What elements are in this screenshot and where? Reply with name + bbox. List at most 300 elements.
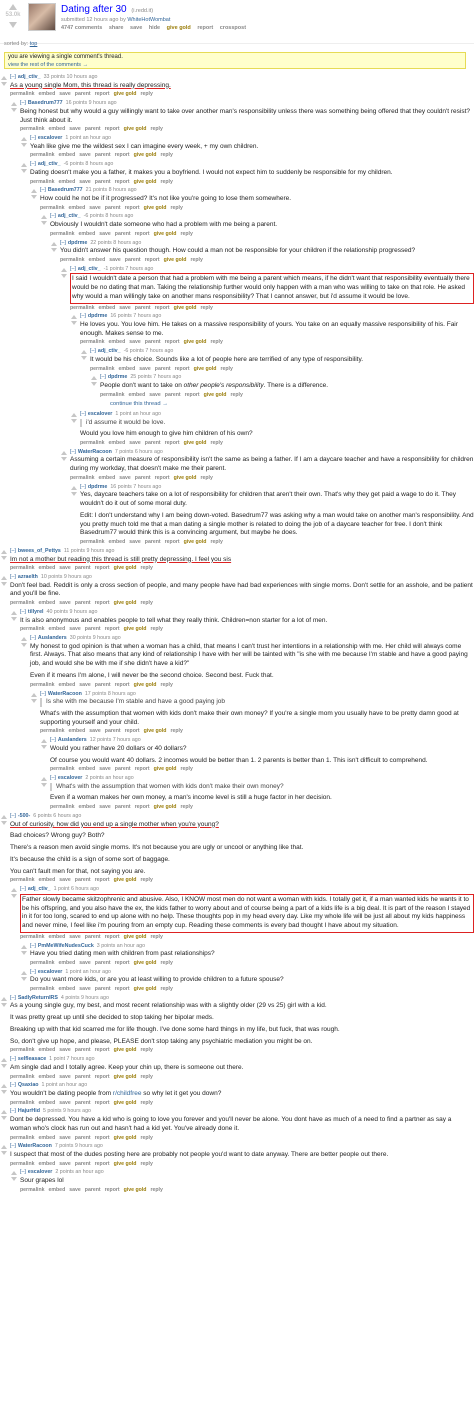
report-link[interactable]: report: [94, 1047, 110, 1054]
comment-author[interactable]: bwees_of_Pettys: [17, 547, 61, 554]
report-link[interactable]: report: [114, 986, 130, 993]
report-link[interactable]: report: [104, 626, 120, 633]
parent-link[interactable]: parent: [114, 230, 131, 237]
collapse-toggle[interactable]: [–]: [10, 74, 16, 80]
comment-author[interactable]: Basedrum777: [47, 187, 83, 194]
parent-link[interactable]: parent: [124, 256, 141, 263]
parent-link[interactable]: parent: [84, 126, 101, 133]
comment-author[interactable]: WaterRacoon: [77, 448, 112, 455]
upvote-icon[interactable]: [11, 1171, 17, 1175]
upvote-icon[interactable]: [31, 693, 37, 697]
view-rest-link[interactable]: view the rest of the comments →: [8, 61, 89, 68]
embed-link[interactable]: embed: [48, 933, 66, 940]
upvote-icon[interactable]: [1, 997, 7, 1001]
crosspost-link[interactable]: crosspost: [219, 25, 247, 32]
give-gold-link[interactable]: give gold: [153, 766, 177, 773]
comment-author[interactable]: dpdrme: [107, 374, 128, 381]
collapse-toggle[interactable]: [–]: [10, 812, 16, 819]
permalink-link[interactable]: permalink: [30, 986, 55, 993]
comment-author[interactable]: adj_ctiv_: [27, 886, 51, 893]
embed-link[interactable]: embed: [38, 565, 56, 572]
save-link[interactable]: save: [109, 256, 121, 263]
embed-link[interactable]: embed: [78, 230, 96, 237]
collapse-toggle[interactable]: [–]: [50, 775, 56, 782]
parent-link[interactable]: parent: [74, 1047, 91, 1054]
upvote-icon[interactable]: [21, 971, 27, 975]
collapse-toggle[interactable]: [–]: [60, 239, 66, 246]
downvote-icon[interactable]: [21, 143, 27, 147]
downvote-icon[interactable]: [71, 321, 77, 325]
save-link[interactable]: save: [59, 1099, 71, 1106]
subreddit-link[interactable]: r/childfree: [112, 1089, 142, 1097]
downvote-icon[interactable]: [11, 1177, 17, 1181]
report-link[interactable]: report: [114, 959, 130, 966]
upvote-icon[interactable]: [71, 486, 77, 490]
comment-author[interactable]: Auslanders: [57, 737, 87, 744]
permalink-link[interactable]: permalink: [20, 1186, 45, 1193]
reply-link[interactable]: reply: [170, 204, 183, 211]
collapse-toggle[interactable]: [–]: [10, 1082, 16, 1089]
reply-link[interactable]: reply: [160, 178, 173, 185]
upvote-icon[interactable]: [1, 1110, 7, 1114]
permalink-link[interactable]: permalink: [10, 1134, 35, 1141]
downvote-icon[interactable]: [71, 492, 77, 496]
downvote-icon[interactable]: [91, 382, 97, 386]
parent-link[interactable]: parent: [84, 1186, 101, 1193]
collapse-toggle[interactable]: [–]: [90, 348, 96, 355]
reply-link[interactable]: reply: [200, 304, 213, 311]
embed-link[interactable]: embed: [58, 681, 76, 688]
permalink-link[interactable]: permalink: [50, 804, 75, 811]
give-gold-link[interactable]: give gold: [173, 304, 197, 311]
comment-author[interactable]: WaterRacoon: [47, 690, 82, 697]
report-link[interactable]: report: [104, 1186, 120, 1193]
parent-link[interactable]: parent: [144, 440, 161, 447]
give-gold-link[interactable]: give gold: [123, 626, 147, 633]
downvote-icon[interactable]: [61, 274, 67, 278]
reply-link[interactable]: reply: [140, 1134, 153, 1141]
permalink-link[interactable]: permalink: [10, 1047, 35, 1054]
save-link[interactable]: save: [79, 681, 91, 688]
collapse-toggle[interactable]: [–]: [20, 608, 26, 615]
collapse-toggle[interactable]: [–]: [10, 547, 16, 554]
reply-link[interactable]: reply: [180, 230, 193, 237]
reply-link[interactable]: reply: [140, 1073, 153, 1080]
give-gold-link[interactable]: give gold: [123, 126, 147, 133]
reply-link[interactable]: reply: [200, 475, 213, 481]
comment-author[interactable]: selfleasace: [17, 1056, 47, 1063]
post-author[interactable]: WhiteHotWombat: [127, 17, 171, 23]
give-gold-link[interactable]: give gold: [133, 986, 157, 993]
upvote-icon[interactable]: [21, 163, 27, 167]
reply-link[interactable]: reply: [210, 339, 223, 346]
collapse-toggle[interactable]: [–]: [10, 574, 16, 581]
report-link[interactable]: report: [94, 91, 110, 98]
post-title[interactable]: Dating after 30: [61, 4, 127, 15]
save-link[interactable]: save: [59, 1160, 71, 1167]
reply-link[interactable]: reply: [180, 766, 193, 773]
downvote-icon[interactable]: [21, 643, 27, 647]
save-link[interactable]: save: [119, 304, 131, 311]
upvote-icon[interactable]: [31, 189, 37, 193]
collapse-toggle[interactable]: [–]: [30, 635, 36, 642]
upvote-icon[interactable]: [1, 1145, 7, 1149]
give-gold-link[interactable]: give gold: [143, 728, 167, 735]
reply-link[interactable]: reply: [140, 600, 153, 607]
comments-link[interactable]: 4747 comments: [61, 25, 103, 32]
parent-link[interactable]: parent: [134, 475, 151, 481]
comment-author[interactable]: adj_ctiv_: [17, 74, 41, 80]
embed-link[interactable]: embed: [108, 539, 126, 546]
downvote-icon[interactable]: [1, 1090, 7, 1094]
embed-link[interactable]: embed: [48, 1186, 66, 1193]
comment-author[interactable]: escalover: [37, 968, 63, 975]
parent-link[interactable]: parent: [84, 933, 101, 940]
upvote-icon[interactable]: [1, 1084, 7, 1088]
parent-link[interactable]: parent: [144, 339, 161, 346]
permalink-link[interactable]: permalink: [100, 391, 125, 398]
comment-author[interactable]: adj_ctiv_: [97, 348, 121, 355]
parent-link[interactable]: parent: [84, 626, 101, 633]
comment-author[interactable]: PmMeWifeNudesCuck: [37, 942, 94, 949]
downvote-icon[interactable]: [41, 221, 47, 225]
save-link[interactable]: save: [129, 539, 141, 546]
save-link[interactable]: save: [59, 600, 71, 607]
comment-author[interactable]: Auslanders: [37, 635, 67, 642]
hide-link[interactable]: hide: [148, 25, 161, 32]
give-gold-link[interactable]: give gold: [133, 152, 157, 159]
collapse-toggle[interactable]: [–]: [30, 942, 36, 949]
report-link[interactable]: report: [94, 1099, 110, 1106]
report-link[interactable]: report: [197, 25, 214, 32]
parent-link[interactable]: parent: [74, 1134, 91, 1141]
upvote-icon[interactable]: [11, 102, 17, 106]
embed-link[interactable]: embed: [38, 600, 56, 607]
permalink-link[interactable]: permalink: [50, 230, 75, 237]
downvote-icon[interactable]: [61, 457, 67, 461]
collapse-toggle[interactable]: [–]: [70, 448, 76, 455]
embed-link[interactable]: embed: [68, 728, 86, 735]
embed-link[interactable]: embed: [58, 152, 76, 159]
give-gold-link[interactable]: give gold: [133, 959, 157, 966]
collapse-toggle[interactable]: [–]: [80, 313, 86, 320]
embed-link[interactable]: embed: [78, 804, 96, 811]
comment-author[interactable]: tillyrel: [27, 608, 44, 615]
save-link[interactable]: save: [99, 230, 111, 237]
reply-link[interactable]: reply: [210, 440, 223, 447]
give-gold-link[interactable]: give gold: [183, 339, 207, 346]
parent-link[interactable]: parent: [74, 91, 91, 98]
comment-author[interactable]: Basedrum777: [27, 100, 63, 107]
upvote-icon[interactable]: [1, 815, 7, 819]
reply-link[interactable]: reply: [140, 1160, 153, 1167]
give-gold-link[interactable]: give gold: [153, 804, 177, 811]
give-gold-link[interactable]: give gold: [123, 1186, 147, 1193]
permalink-link[interactable]: permalink: [60, 256, 85, 263]
embed-link[interactable]: embed: [38, 91, 56, 98]
upvote-icon[interactable]: [41, 739, 47, 743]
reply-link[interactable]: reply: [210, 539, 223, 546]
downvote-icon[interactable]: [1, 556, 7, 560]
permalink-link[interactable]: permalink: [10, 91, 35, 98]
save-link[interactable]: save: [59, 1073, 71, 1080]
save-link[interactable]: save: [149, 391, 161, 398]
upvote-icon[interactable]: [11, 611, 17, 615]
collapse-toggle[interactable]: [–]: [20, 886, 26, 893]
downvote-icon[interactable]: [21, 977, 27, 981]
embed-link[interactable]: embed: [58, 959, 76, 966]
embed-link[interactable]: embed: [128, 391, 146, 398]
post-thumbnail[interactable]: [28, 3, 56, 31]
save-link[interactable]: save: [79, 959, 91, 966]
collapse-toggle[interactable]: [–]: [10, 1108, 16, 1115]
save-link[interactable]: save: [99, 766, 111, 773]
permalink-link[interactable]: permalink: [50, 766, 75, 773]
downvote-icon[interactable]: [1, 821, 7, 825]
collapse-toggle[interactable]: [–]: [80, 483, 86, 490]
upvote-icon[interactable]: [71, 413, 77, 417]
parent-link[interactable]: parent: [114, 766, 131, 773]
downvote-icon[interactable]: [41, 745, 47, 749]
reply-link[interactable]: reply: [140, 1047, 153, 1054]
collapse-toggle[interactable]: [–]: [30, 968, 36, 975]
post-domain[interactable]: (i.redd.it): [131, 8, 154, 14]
upvote-icon[interactable]: [61, 268, 67, 272]
comment-author[interactable]: SadlyReturnIRS: [17, 994, 58, 1001]
parent-link[interactable]: parent: [144, 539, 161, 546]
save-link[interactable]: save: [69, 1186, 81, 1193]
permalink-link[interactable]: permalink: [40, 728, 65, 735]
reply-link[interactable]: reply: [150, 1186, 163, 1193]
embed-link[interactable]: embed: [48, 626, 66, 633]
reply-link[interactable]: reply: [220, 365, 233, 372]
upvote-icon[interactable]: [11, 888, 17, 892]
reply-link[interactable]: reply: [140, 91, 153, 98]
upvote-icon[interactable]: [1, 76, 7, 80]
embed-link[interactable]: embed: [78, 766, 96, 773]
downvote-icon[interactable]: [1, 1151, 7, 1155]
permalink-link[interactable]: permalink: [70, 475, 95, 481]
report-link[interactable]: report: [144, 256, 160, 263]
embed-link[interactable]: embed: [58, 178, 76, 185]
collapse-toggle[interactable]: [–]: [10, 994, 16, 1001]
give-gold-link[interactable]: give gold: [113, 1160, 137, 1167]
upvote-icon[interactable]: [61, 451, 67, 455]
permalink-link[interactable]: permalink: [10, 1099, 35, 1106]
parent-link[interactable]: parent: [114, 804, 131, 811]
give-gold-link[interactable]: give gold: [133, 681, 157, 688]
reply-link[interactable]: reply: [140, 1099, 153, 1106]
permalink-link[interactable]: permalink: [30, 152, 55, 159]
give-gold-link[interactable]: give gold: [193, 365, 217, 372]
give-gold-link[interactable]: give gold: [166, 25, 191, 32]
give-gold-link[interactable]: give gold: [113, 1134, 137, 1141]
collapse-toggle[interactable]: [–]: [30, 135, 36, 142]
parent-link[interactable]: parent: [134, 304, 151, 311]
comment-author[interactable]: WaterRacoon: [17, 1143, 52, 1150]
collapse-toggle[interactable]: [–]: [100, 374, 106, 381]
upvote-icon[interactable]: [41, 215, 47, 219]
upvote-icon[interactable]: [1, 576, 7, 580]
permalink-link[interactable]: permalink: [90, 365, 115, 372]
report-link[interactable]: report: [174, 365, 190, 372]
report-link[interactable]: report: [134, 230, 150, 237]
report-link[interactable]: report: [124, 728, 140, 735]
report-link[interactable]: report: [94, 1073, 110, 1080]
downvote-icon[interactable]: [71, 419, 77, 423]
permalink-link[interactable]: permalink: [80, 339, 105, 346]
save-link[interactable]: save: [59, 1047, 71, 1054]
give-gold-link[interactable]: give gold: [153, 230, 177, 237]
give-gold-link[interactable]: give gold: [143, 204, 167, 211]
reply-link[interactable]: reply: [150, 126, 163, 133]
comment-author[interactable]: escalover: [37, 135, 63, 142]
sort-dropdown[interactable]: top: [29, 41, 38, 47]
give-gold-link[interactable]: give gold: [113, 1099, 137, 1106]
report-link[interactable]: report: [114, 178, 130, 185]
embed-link[interactable]: embed: [108, 339, 126, 346]
downvote-icon[interactable]: [21, 169, 27, 173]
collapse-toggle[interactable]: [–]: [40, 690, 46, 697]
save-link[interactable]: save: [130, 25, 143, 32]
parent-link[interactable]: parent: [94, 178, 111, 185]
save-link[interactable]: save: [139, 365, 151, 372]
upvote-icon[interactable]: [1, 1058, 7, 1062]
reply-link[interactable]: reply: [160, 681, 173, 688]
embed-link[interactable]: embed: [38, 1073, 56, 1080]
embed-link[interactable]: embed: [38, 877, 56, 884]
reply-link[interactable]: reply: [160, 986, 173, 993]
permalink-link[interactable]: permalink: [10, 877, 35, 884]
permalink-link[interactable]: permalink: [10, 1073, 35, 1080]
downvote-icon[interactable]: [81, 356, 87, 360]
downvote-icon[interactable]: [11, 894, 17, 898]
parent-link[interactable]: parent: [74, 600, 91, 607]
give-gold-link[interactable]: give gold: [113, 565, 137, 572]
embed-link[interactable]: embed: [38, 1160, 56, 1167]
parent-link[interactable]: parent: [74, 1099, 91, 1106]
report-link[interactable]: report: [94, 565, 110, 572]
parent-link[interactable]: parent: [74, 565, 91, 572]
report-link[interactable]: report: [94, 1160, 110, 1167]
report-link[interactable]: report: [154, 304, 170, 311]
downvote-icon[interactable]: [31, 699, 37, 703]
report-link[interactable]: report: [94, 877, 110, 884]
parent-link[interactable]: parent: [94, 681, 111, 688]
reply-link[interactable]: reply: [180, 804, 193, 811]
downvote-icon[interactable]: [1, 1116, 7, 1120]
embed-link[interactable]: embed: [98, 475, 116, 481]
report-link[interactable]: report: [104, 126, 120, 133]
reply-link[interactable]: reply: [150, 626, 163, 633]
permalink-link[interactable]: permalink: [30, 178, 55, 185]
comment-author[interactable]: Qsaxiao: [17, 1082, 39, 1089]
give-gold-link[interactable]: give gold: [113, 1047, 137, 1054]
save-link[interactable]: save: [119, 475, 131, 481]
permalink-link[interactable]: permalink: [20, 626, 45, 633]
give-gold-link[interactable]: give gold: [183, 539, 207, 546]
parent-link[interactable]: parent: [164, 391, 181, 398]
embed-link[interactable]: embed: [118, 365, 136, 372]
save-link[interactable]: save: [59, 565, 71, 572]
upvote-icon[interactable]: [41, 777, 47, 781]
downvote-icon[interactable]: [1, 1003, 7, 1007]
save-link[interactable]: save: [129, 440, 141, 447]
downvote-icon[interactable]: [41, 783, 47, 787]
reply-link[interactable]: reply: [160, 959, 173, 966]
report-link[interactable]: report: [134, 766, 150, 773]
continue-thread-link[interactable]: continue this thread →: [110, 401, 169, 408]
parent-link[interactable]: parent: [154, 365, 171, 372]
give-gold-link[interactable]: give gold: [123, 933, 147, 940]
give-gold-link[interactable]: give gold: [133, 178, 157, 185]
parent-link[interactable]: parent: [74, 1160, 91, 1167]
save-link[interactable]: save: [79, 986, 91, 993]
report-link[interactable]: report: [114, 681, 130, 688]
parent-link[interactable]: parent: [104, 728, 121, 735]
save-link[interactable]: save: [69, 126, 81, 133]
reply-link[interactable]: reply: [230, 391, 243, 398]
comment-author[interactable]: escalover: [87, 410, 113, 417]
save-link[interactable]: save: [69, 933, 81, 940]
collapse-toggle[interactable]: [–]: [20, 1169, 26, 1176]
report-link[interactable]: report: [154, 475, 170, 481]
collapse-toggle[interactable]: [–]: [50, 737, 56, 744]
comment-author[interactable]: -500-: [17, 812, 31, 819]
save-link[interactable]: save: [59, 91, 71, 98]
save-link[interactable]: save: [89, 204, 101, 211]
permalink-link[interactable]: permalink: [10, 565, 35, 572]
save-link[interactable]: save: [79, 152, 91, 159]
reply-link[interactable]: reply: [170, 728, 183, 735]
permalink-link[interactable]: permalink: [30, 959, 55, 966]
permalink-link[interactable]: permalink: [10, 600, 35, 607]
downvote-icon[interactable]: [9, 22, 17, 28]
give-gold-link[interactable]: give gold: [173, 475, 197, 481]
reply-link[interactable]: reply: [140, 877, 153, 884]
save-link[interactable]: save: [59, 1134, 71, 1141]
report-link[interactable]: report: [184, 391, 200, 398]
parent-link[interactable]: parent: [94, 986, 111, 993]
parent-link[interactable]: parent: [74, 877, 91, 884]
save-link[interactable]: save: [59, 877, 71, 884]
give-gold-link[interactable]: give gold: [163, 256, 187, 263]
downvote-icon[interactable]: [11, 108, 17, 112]
give-gold-link[interactable]: give gold: [113, 877, 137, 884]
reply-link[interactable]: reply: [140, 565, 153, 572]
report-link[interactable]: report: [164, 539, 180, 546]
upvote-icon[interactable]: [91, 376, 97, 380]
comment-author[interactable]: dpdrme: [67, 239, 88, 246]
share-link[interactable]: share: [108, 25, 124, 32]
upvote-icon[interactable]: [51, 242, 57, 246]
permalink-link[interactable]: permalink: [20, 933, 45, 940]
give-gold-link[interactable]: give gold: [183, 440, 207, 447]
save-link[interactable]: save: [129, 339, 141, 346]
embed-link[interactable]: embed: [108, 440, 126, 447]
collapse-toggle[interactable]: [–]: [10, 1056, 16, 1063]
upvote-icon[interactable]: [21, 637, 27, 641]
reply-link[interactable]: reply: [150, 933, 163, 940]
collapse-toggle[interactable]: [–]: [30, 161, 36, 168]
save-link[interactable]: save: [79, 178, 91, 185]
report-link[interactable]: report: [104, 933, 120, 940]
report-link[interactable]: report: [94, 1134, 110, 1141]
permalink-link[interactable]: permalink: [10, 1160, 35, 1167]
comment-author[interactable]: dpdrme: [87, 313, 108, 320]
parent-link[interactable]: parent: [74, 1073, 91, 1080]
comment-author[interactable]: adj_ctiv_: [37, 161, 61, 168]
